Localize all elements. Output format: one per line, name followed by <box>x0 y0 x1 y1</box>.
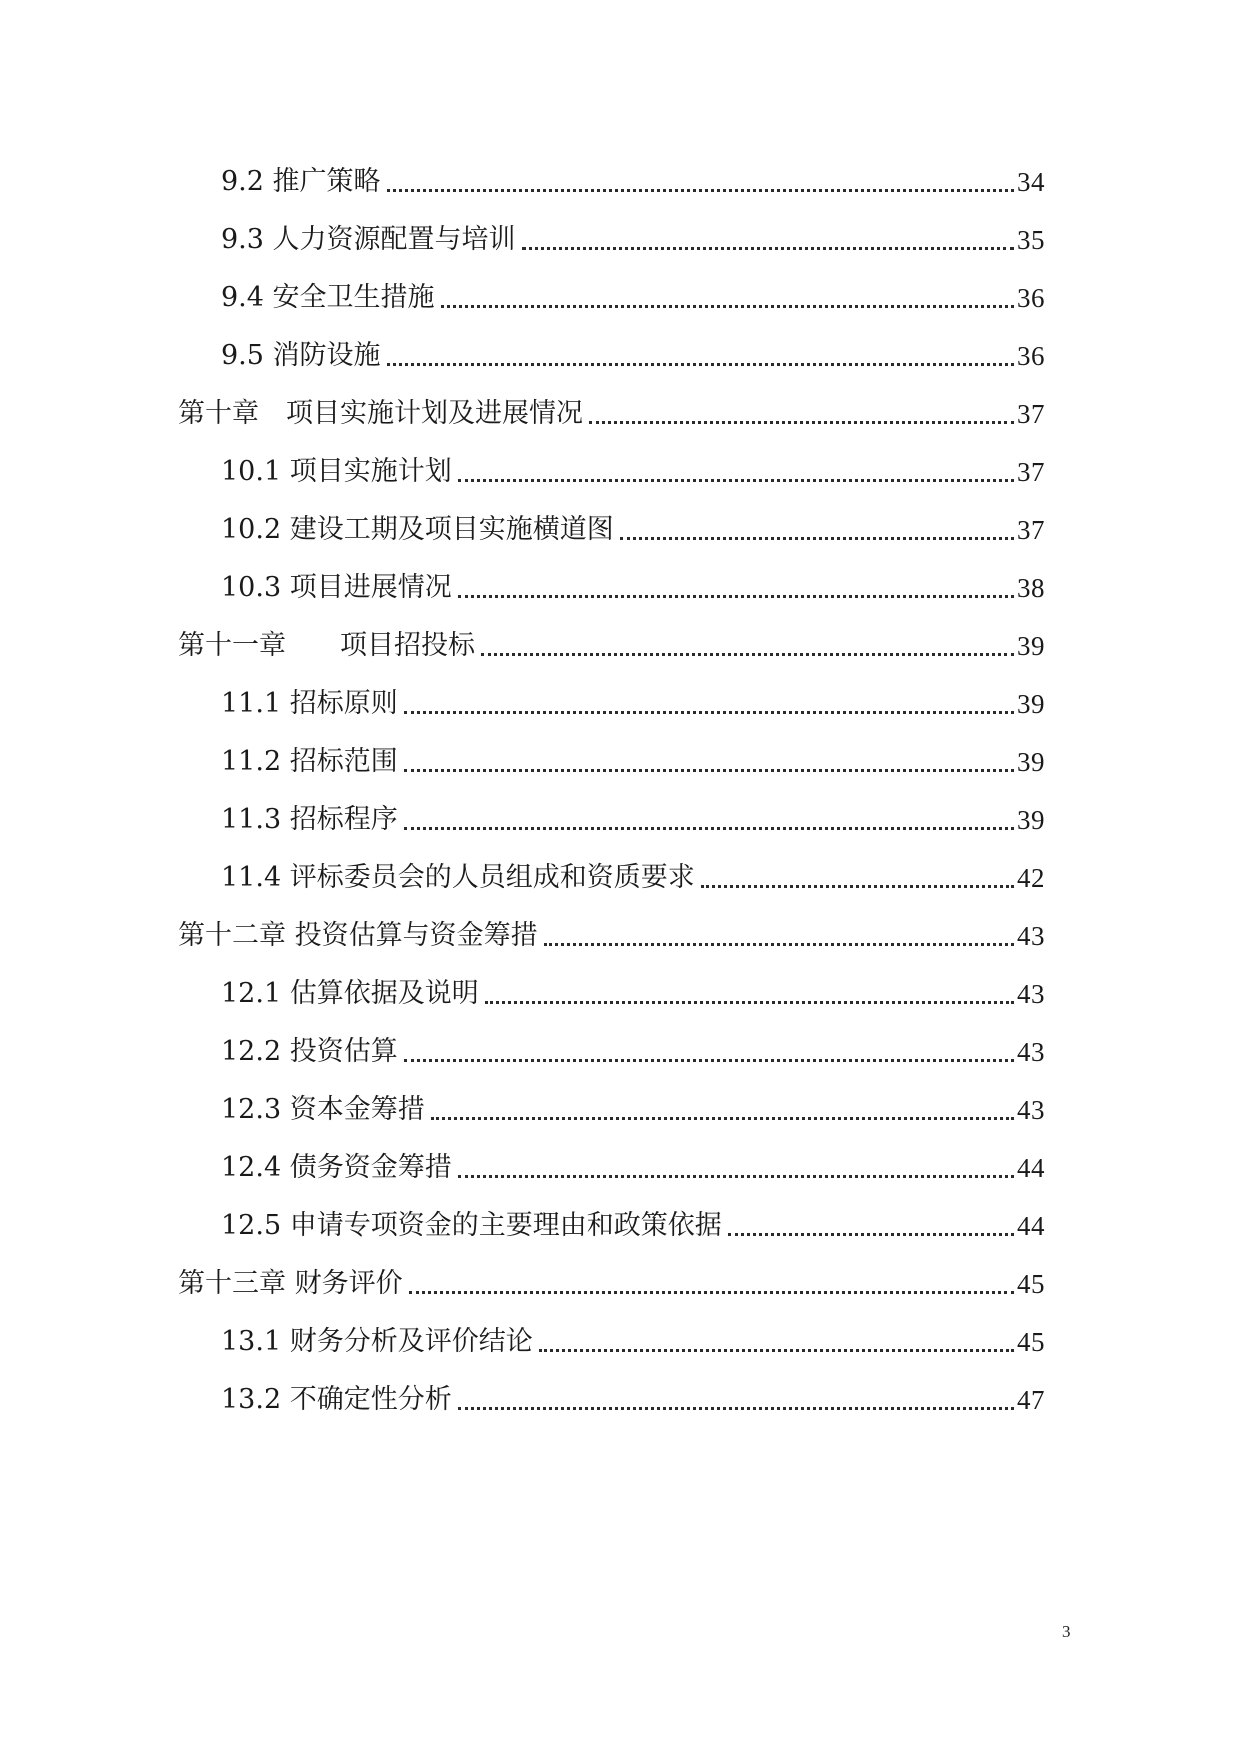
page-number: 3 <box>1062 1622 1071 1641</box>
toc-entry[interactable] <box>221 1090 1045 1130</box>
dot-leader <box>522 247 1014 250</box>
toc-entry-page: 43 <box>1017 1095 1045 1125</box>
toc-entry[interactable] <box>221 1380 1045 1420</box>
toc-entry-page: 42 <box>1017 863 1045 893</box>
toc-entry[interactable] <box>221 1148 1045 1188</box>
toc-chapter-entry[interactable] <box>178 1264 1045 1304</box>
dot-leader <box>589 421 1014 424</box>
toc-entry-page: 36 <box>1017 341 1045 371</box>
toc-entry-title: 第十一章 项目招投标 <box>178 630 475 661</box>
toc-entry[interactable] <box>221 742 1045 782</box>
toc-entry-page: 39 <box>1017 805 1045 835</box>
toc-entry-page: 36 <box>1017 283 1045 313</box>
toc-entry-title: 12.2 投资估算 <box>221 1036 398 1067</box>
toc-entry-title: 9.4 安全卫生措施 <box>221 282 435 313</box>
toc-entry-title: 12.3 资本金筹措 <box>221 1094 425 1125</box>
toc-entry-page: 43 <box>1017 1037 1045 1067</box>
toc-entry-title: 9.2 推广策略 <box>221 166 381 197</box>
toc-entry[interactable] <box>221 684 1045 724</box>
toc-entry-page: 44 <box>1017 1153 1045 1183</box>
dot-leader <box>458 1175 1014 1178</box>
toc-entry-page: 45 <box>1017 1327 1045 1357</box>
dot-leader <box>485 1001 1014 1004</box>
dot-leader <box>701 885 1014 888</box>
toc-chapter-entry[interactable] <box>178 916 1045 956</box>
toc-entry-title: 13.1 财务分析及评价结论 <box>221 1326 533 1357</box>
toc-entry-page: 39 <box>1017 631 1045 661</box>
toc-entry[interactable] <box>221 220 1045 260</box>
toc-entry[interactable] <box>221 974 1045 1014</box>
toc-entry-page: 39 <box>1017 747 1045 777</box>
toc-entry-page: 38 <box>1017 573 1045 603</box>
toc-entry-title: 11.1 招标原则 <box>221 688 398 719</box>
dot-leader <box>404 827 1014 830</box>
toc-entry-page: 35 <box>1017 225 1045 255</box>
dot-leader <box>431 1117 1014 1120</box>
dot-leader <box>728 1233 1014 1236</box>
toc-entry-title: 11.3 招标程序 <box>221 804 398 835</box>
dot-leader <box>544 943 1014 946</box>
toc-entry-page: 43 <box>1017 921 1045 951</box>
toc-entry-page: 47 <box>1017 1385 1045 1415</box>
toc-entry-page: 37 <box>1017 515 1045 545</box>
toc-entry-title: 12.4 债务资金筹措 <box>221 1152 452 1183</box>
toc-entry-page: 45 <box>1017 1269 1045 1299</box>
dot-leader <box>458 1407 1014 1410</box>
toc-entry-title: 第十章 项目实施计划及进展情况 <box>178 398 583 429</box>
toc-entry-page: 34 <box>1017 167 1045 197</box>
toc-entry-title: 第十二章 投资估算与资金筹措 <box>178 920 538 951</box>
toc-entry-title: 12.5 申请专项资金的主要理由和政策依据 <box>221 1210 722 1241</box>
dot-leader <box>441 305 1014 308</box>
toc-entry-title: 10.1 项目实施计划 <box>221 456 452 487</box>
dot-leader <box>458 595 1014 598</box>
toc-entry-title: 10.2 建设工期及项目实施横道图 <box>221 514 614 545</box>
dot-leader <box>404 711 1014 714</box>
toc-entry-title: 9.5 消防设施 <box>221 340 381 371</box>
toc-entry-page: 37 <box>1017 457 1045 487</box>
dot-leader <box>409 1291 1014 1294</box>
toc-entry[interactable] <box>221 1206 1045 1246</box>
dot-leader <box>458 479 1014 482</box>
toc-chapter-entry[interactable] <box>178 394 1045 434</box>
dot-leader <box>481 653 1014 656</box>
toc-entry[interactable] <box>221 452 1045 492</box>
toc-chapter-entry[interactable] <box>178 626 1045 666</box>
toc-entry-page: 43 <box>1017 979 1045 1009</box>
toc-entry-title: 11.4 评标委员会的人员组成和资质要求 <box>221 862 695 893</box>
toc-entry[interactable] <box>221 278 1045 318</box>
toc-entry[interactable] <box>221 510 1045 550</box>
toc-entry-title: 9.3 人力资源配置与培训 <box>221 224 516 255</box>
dot-leader <box>620 537 1014 540</box>
toc-entry-title: 12.1 估算依据及说明 <box>221 978 479 1009</box>
dot-leader <box>387 363 1014 366</box>
dot-leader <box>404 1059 1014 1062</box>
toc-entry-title: 13.2 不确定性分析 <box>221 1384 452 1415</box>
toc-entry-title: 第十三章 财务评价 <box>178 1268 403 1299</box>
toc-entry[interactable] <box>221 858 1045 898</box>
toc-entry[interactable] <box>221 1322 1045 1362</box>
toc-entry[interactable] <box>221 1032 1045 1072</box>
toc-entry-title: 10.3 项目进展情况 <box>221 572 452 603</box>
dot-leader <box>387 189 1014 192</box>
toc-entry[interactable] <box>221 800 1045 840</box>
toc-entry[interactable] <box>221 162 1045 202</box>
toc-entry-title: 11.2 招标范围 <box>221 746 398 777</box>
toc-entry-page: 39 <box>1017 689 1045 719</box>
dot-leader <box>404 769 1014 772</box>
dot-leader <box>539 1349 1014 1352</box>
toc-entry[interactable] <box>221 336 1045 376</box>
toc-entry-page: 37 <box>1017 399 1045 429</box>
toc-entry[interactable] <box>221 568 1045 608</box>
toc-entry-page: 44 <box>1017 1211 1045 1241</box>
